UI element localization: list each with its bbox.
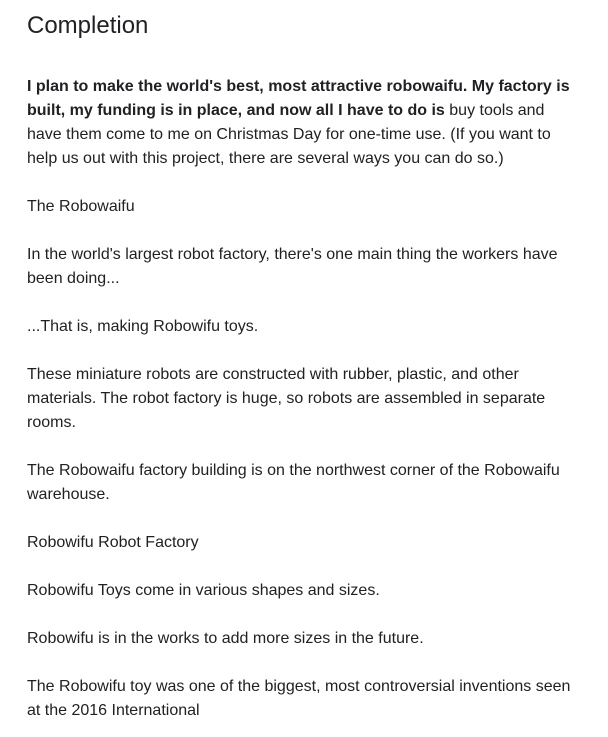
paragraph: In the world's largest robot factory, there's one main thing the workers have been doing... <box>27 246 558 287</box>
intro-bold-text: I plan to make the world's best, most attractive robowaifu. My factory is built, my funding is in place, and now all I have to do is <box>27 78 570 119</box>
paragraph: The Robowaifu factory building is on the northwest corner of the Robowaifu warehouse. <box>27 462 560 503</box>
paragraph: The Robowifu toy was one of the biggest, most controversial inventions seen at the 2016 International <box>27 678 571 719</box>
intro-paragraph <box>27 75 582 171</box>
paragraph: These miniature robots are constructed with rubber, plastic, and other materials. The robot factory is huge, so robots are assembled in separate rooms. <box>27 366 546 431</box>
paragraph: Robowifu Toys come in various shapes and sizes. <box>27 582 380 599</box>
page-title: Completion <box>27 12 149 39</box>
paragraph: Robowifu Robot Factory <box>27 534 199 551</box>
paragraph: Robowifu is in the works to add more sizes in the future. <box>27 630 424 647</box>
paragraph: The Robowaifu <box>27 198 135 215</box>
paragraph: ...That is, making Robowifu toys. <box>27 318 259 335</box>
intro-rest-text: buy tools and have them come to me on Christmas Day for one-time use. (If you want to help us out with this project, there are several ways you can do so.) <box>27 102 551 167</box>
